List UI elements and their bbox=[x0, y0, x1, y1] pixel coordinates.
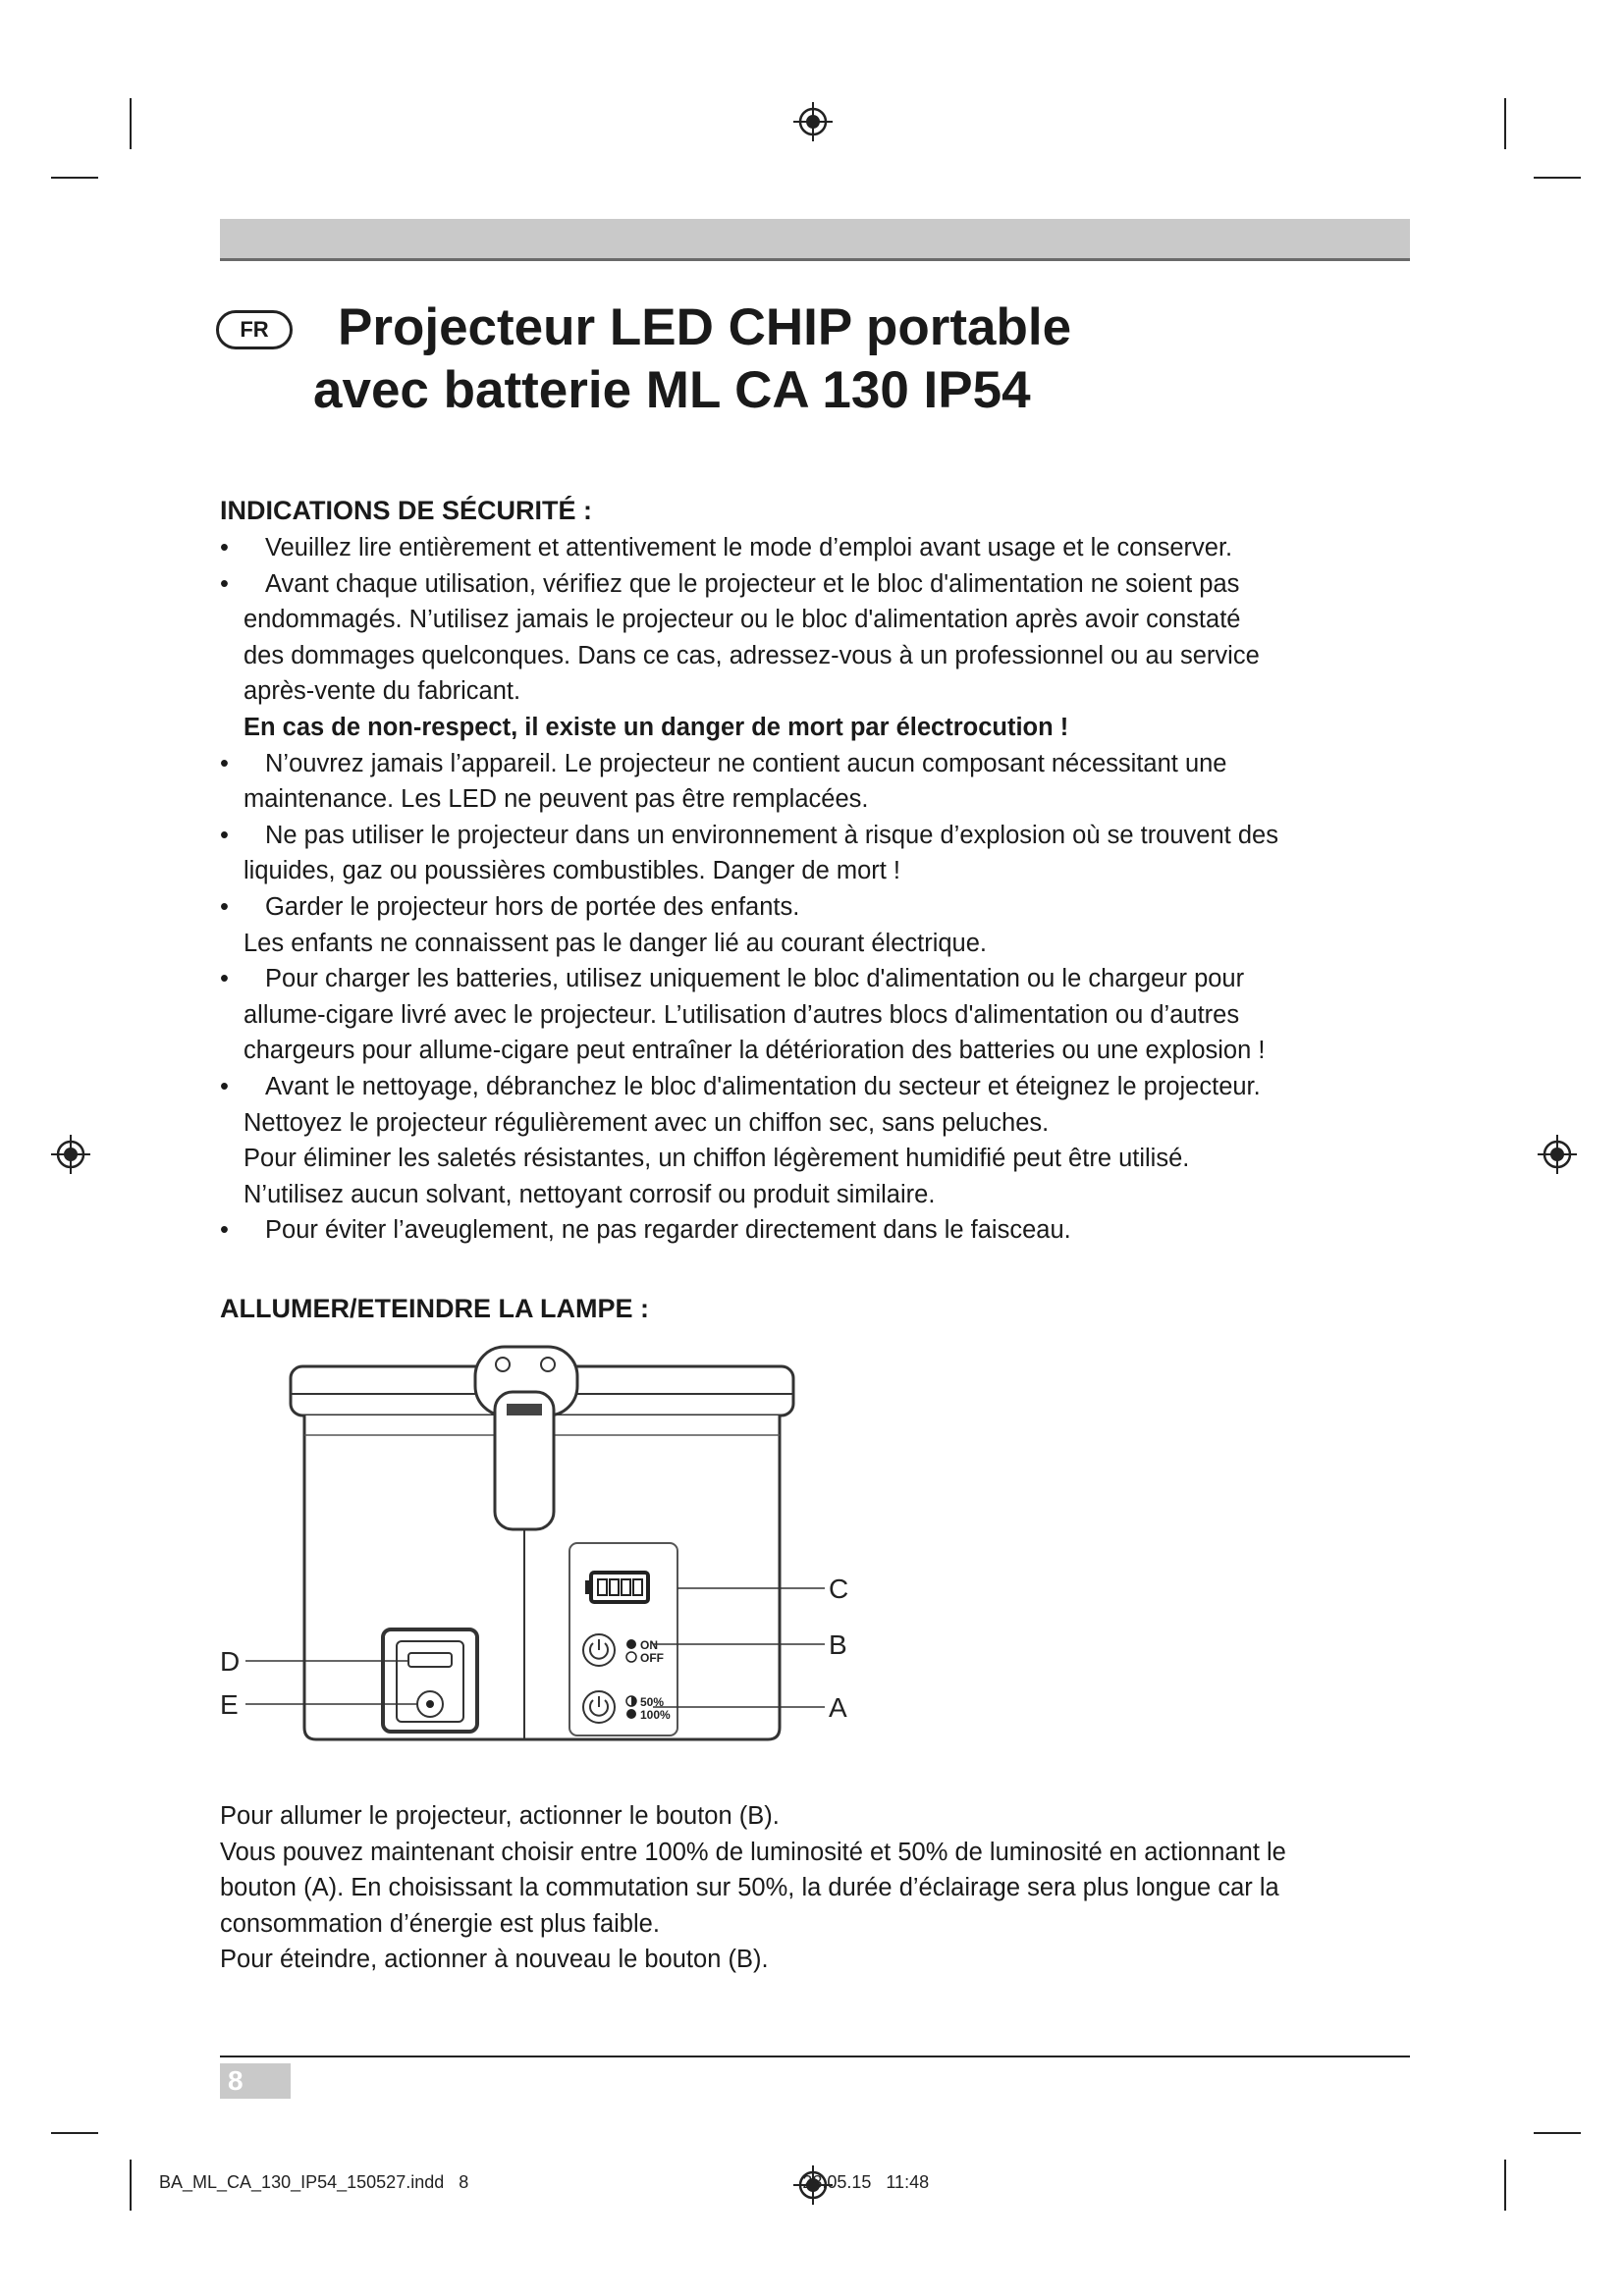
list-item bbox=[220, 818, 1410, 854]
bullet: • bbox=[220, 1072, 229, 1100]
callout-a: A bbox=[829, 1692, 847, 1723]
list-item bbox=[220, 1212, 1410, 1249]
print-slug: BA_ML_CA_130_IP54_150527.indd 8 28.05.15 11:48 bbox=[159, 2172, 930, 2192]
bullet: • bbox=[220, 821, 229, 849]
list-item-text: Pour éviter l’aveuglement, ne pas regarder directement dans le faisceau. bbox=[265, 1216, 1071, 1245]
list-item-text: N’utilisez aucun solvant, nettoyant corrosif ou produit similaire. bbox=[244, 1180, 936, 1208]
registration-mark-icon bbox=[51, 1135, 90, 1174]
paragraph: Pour éteindre, actionner à nouveau le bouton (B). bbox=[220, 1946, 769, 1974]
crop-mark bbox=[1504, 98, 1506, 149]
crop-mark bbox=[51, 2132, 98, 2134]
page-number: 8 bbox=[220, 2063, 291, 2099]
crop-mark bbox=[130, 2160, 132, 2211]
bullet: • bbox=[220, 749, 229, 777]
list-item-text: allume-cigare livré avec le projecteur. L’utilisation d’autres blocs d'alimentation ou d’autres bbox=[244, 1000, 1240, 1029]
on-label: ON bbox=[640, 1638, 658, 1652]
pct100-label: 100% bbox=[640, 1708, 671, 1722]
safety-heading: INDICATIONS DE SÉCURITÉ : bbox=[220, 496, 593, 525]
bullet: • bbox=[220, 1216, 229, 1245]
list-item-text: Les enfants ne connaissent pas le danger lié au courant électrique. bbox=[244, 929, 988, 957]
cover-tab bbox=[408, 1653, 452, 1667]
list-item-text: Pour éliminer les saletés résistantes, un chiffon légèrement humidifié peut être utilisé. bbox=[244, 1145, 1190, 1173]
lamp-diagram bbox=[216, 1345, 864, 1757]
list-item-text: chargeurs pour allume-cigare peut entraîner la détérioration des batteries ou une explosion ! bbox=[244, 1037, 1266, 1065]
list-item-text: Avant le nettoyage, débranchez le bloc d'alimentation du secteur et éteignez le projecteur. bbox=[265, 1072, 1261, 1100]
bullet: • bbox=[220, 534, 229, 561]
list-item-text: après-vente du fabricant. bbox=[244, 677, 521, 706]
crop-mark bbox=[51, 177, 98, 179]
callout-e: E bbox=[220, 1689, 239, 1720]
off-label: OFF bbox=[640, 1651, 664, 1665]
registration-mark-icon bbox=[793, 102, 833, 141]
list-item-text: Nettoyez le projecteur régulièrement avec un chiffon sec, sans peluches. bbox=[244, 1108, 1050, 1137]
list-item-text: Garder le projecteur hors de portée des enfants. bbox=[265, 892, 800, 921]
callout-d: D bbox=[220, 1646, 241, 1677]
title-line-1: Projecteur LED CHIP portable bbox=[338, 298, 1072, 356]
list-item bbox=[220, 746, 1410, 782]
list-item bbox=[220, 1069, 1410, 1105]
paragraph: Vous pouvez maintenant choisir entre 100% de luminosité et 50% de luminosité en actionnant le bbox=[220, 1838, 1286, 1866]
page-title bbox=[220, 296, 1071, 422]
list-item bbox=[220, 530, 1410, 566]
bullet: • bbox=[220, 965, 229, 993]
list-item-text: Veuillez lire entièrement et attentivement le mode d’emploi avant usage et le conserver. bbox=[265, 534, 1233, 561]
crop-mark bbox=[1504, 2160, 1506, 2211]
list-item-text: maintenance. Les LED ne peuvent pas être remplacées. bbox=[244, 785, 869, 814]
crop-mark bbox=[1534, 177, 1581, 179]
footer-rule bbox=[220, 2056, 1410, 2057]
list-item bbox=[220, 566, 1410, 603]
paragraph: Pour allumer le projecteur, actionner le bouton (B). bbox=[220, 1802, 780, 1830]
bullet: • bbox=[220, 892, 229, 921]
safety-list bbox=[220, 530, 1410, 1249]
callout-b: B bbox=[829, 1629, 847, 1660]
header-bar bbox=[220, 219, 1410, 261]
list-item-text: N’ouvrez jamais l’appareil. Le projecteur ne contient aucun composant nécessitant une bbox=[265, 749, 1227, 777]
registration-mark-icon bbox=[1538, 1135, 1577, 1174]
list-item bbox=[220, 961, 1410, 997]
list-item-text: liquides, gaz ou poussières combustibles. Danger de mort ! bbox=[244, 857, 901, 885]
switch-heading: ALLUMER/ETEINDRE LA LAMPE : bbox=[220, 1294, 649, 1323]
bullet: • bbox=[220, 569, 229, 598]
title-line-2: avec batterie ML CA 130 IP54 bbox=[313, 361, 1031, 419]
crop-mark bbox=[1534, 2132, 1581, 2134]
list-item bbox=[220, 889, 1410, 926]
pct50-label: 50% bbox=[640, 1695, 665, 1709]
paragraph: bouton (A). En choisissant la commutation sur 50%, la durée d’éclairage sera plus longue car la bbox=[220, 1874, 1279, 1902]
list-item-text: des dommages quelconques. Dans ce cas, adressez-vous à un professionnel ou au service bbox=[244, 641, 1260, 669]
danger-warning: En cas de non-respect, il existe un danger de mort par électrocution ! bbox=[244, 713, 1069, 741]
callout-c: C bbox=[829, 1574, 849, 1604]
paragraph: consommation d’énergie est plus faible. bbox=[220, 1909, 660, 1938]
list-item-text: endommagés. N’utilisez jamais le projecteur ou le bloc d'alimentation après avoir constaté bbox=[244, 606, 1241, 634]
crop-mark bbox=[130, 98, 132, 149]
list-item-text: Pour charger les batteries, utilisez uniquement le bloc d'alimentation ou le chargeur pour bbox=[265, 965, 1245, 993]
switch-instructions bbox=[220, 1798, 1418, 1978]
list-item-text: Avant chaque utilisation, vérifiez que le projecteur et le bloc d'alimentation ne soient pas bbox=[265, 569, 1240, 598]
list-item-text: Ne pas utiliser le projecteur dans un environnement à risque d’explosion où se trouvent des bbox=[265, 821, 1278, 849]
language-badge: FR bbox=[216, 310, 293, 349]
